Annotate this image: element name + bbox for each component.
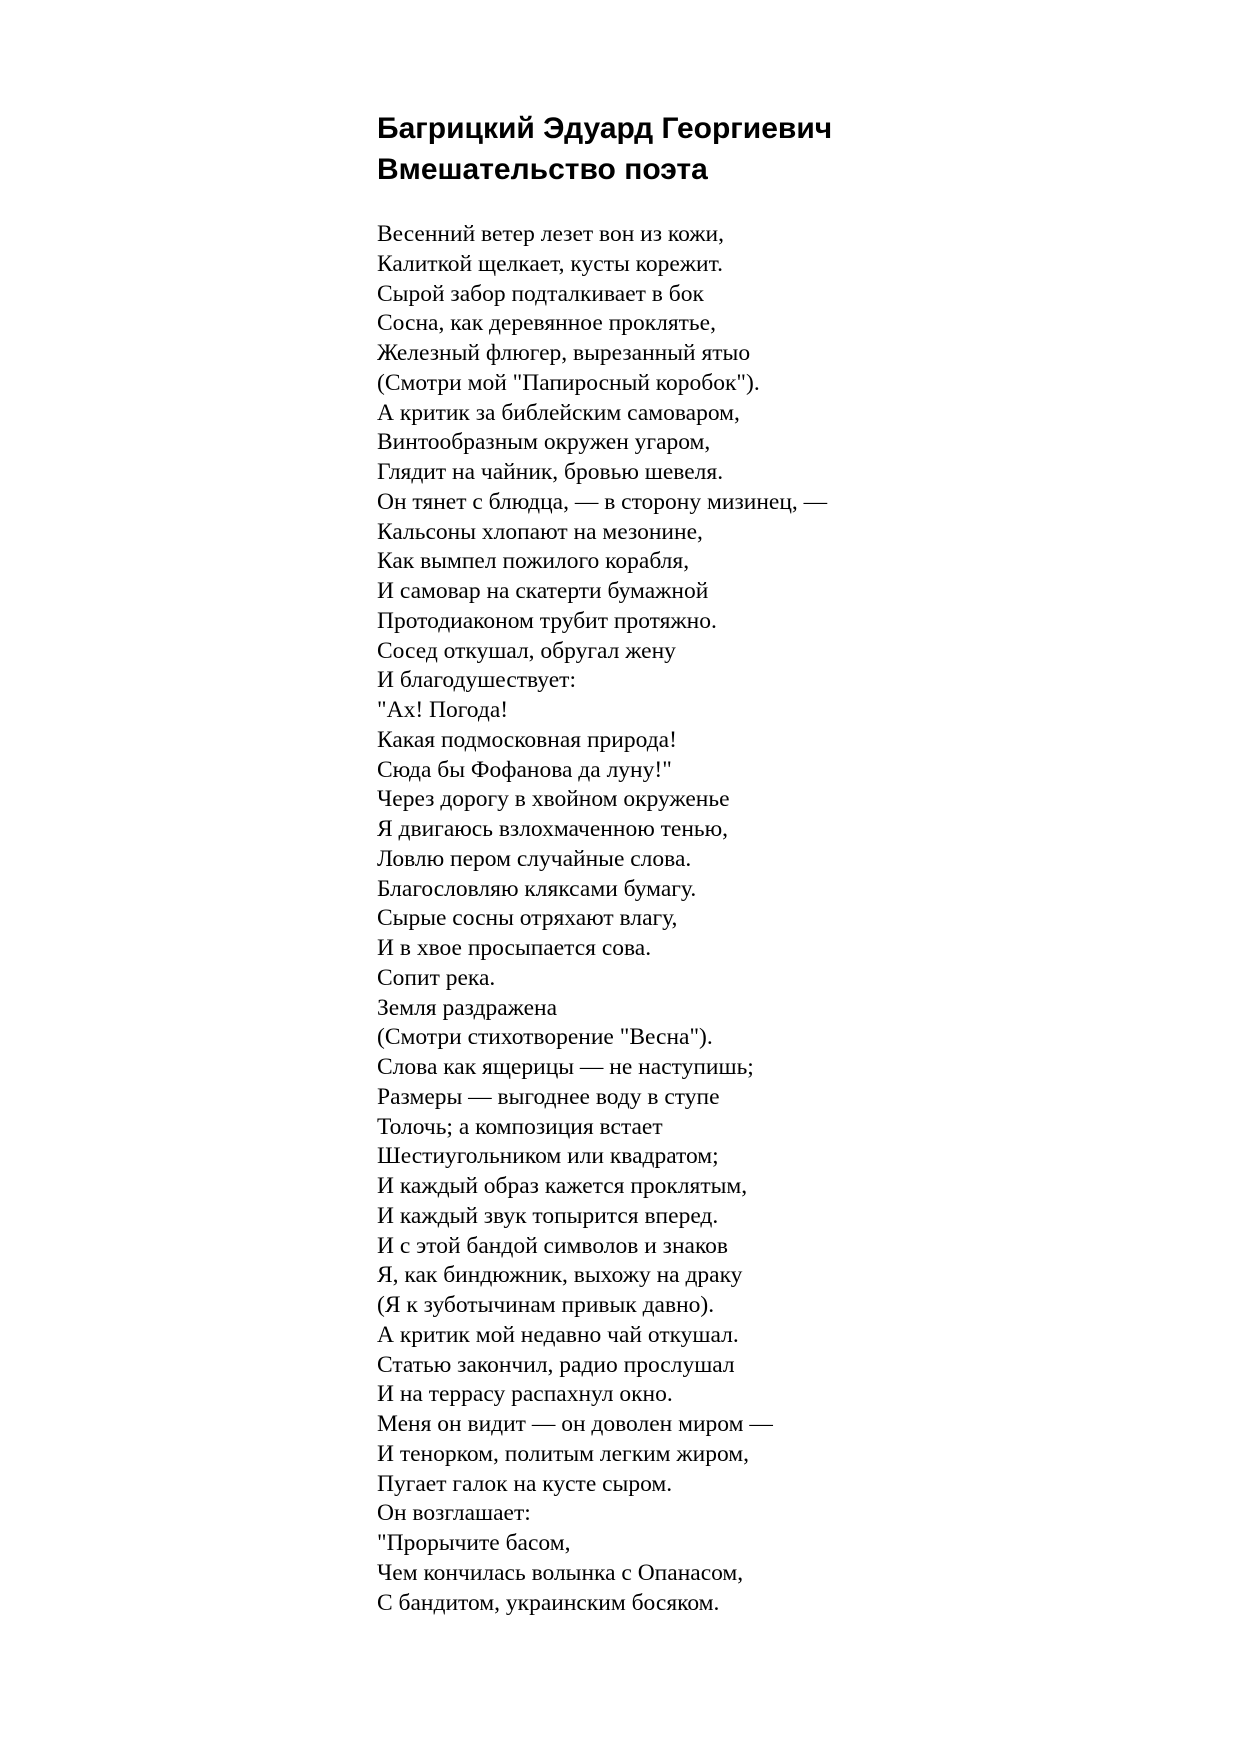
poem-line: Я двигаюсь взлохмаченною тенью, [377,816,729,842]
poem-line: И тенорком, политым легким жиром, [377,1440,750,1467]
poem-line: И каждый образ кажется проклятым, [377,1173,748,1199]
poem-line: И на террасу распахнул окно. [377,1381,673,1408]
poem-line: Сосна, как деревянное проклятье, [377,310,716,337]
poem-line: А критик за библейским самоваром, [377,399,740,426]
poem-line: Меня он видит — он доволен миром — [377,1411,773,1437]
poem-line: Толочь; а композиция встает [377,1113,663,1140]
poem-line: Сырой забор подталкивает в бок [377,280,704,307]
poem-line: "Прорычите басом, [377,1530,571,1556]
poem-line: (Смотри стихотворение "Весна"). [377,1024,713,1051]
poem-line: И благодушествует: [377,667,576,694]
poem-line: Весенний ветер лезет вон из кожи, [377,221,724,247]
poem-line: Я, как биндюжник, выхожу на драку [377,1262,743,1289]
poem-line: Статью закончил, радио прослушал [377,1351,735,1378]
poem-line: А критик мой недавно чай откушал. [377,1321,739,1348]
poem-line: Благословляю кляксами бумагу. [377,875,697,902]
poem-line: Пугает галок на кусте сыром. [377,1470,673,1497]
poem-title: Вмешательство поэта [377,153,708,186]
poem-line: (Я к зуботычинам привык давно). [377,1292,715,1318]
poem-line: И в хвое просыпается сова. [377,935,652,961]
poem-line: И с этой бандой символов и знаков [377,1232,729,1259]
poem-line: Он возглашает: [377,1500,531,1527]
poem-line: С бандитом, украинским босяком. [377,1589,720,1616]
poem-line: Железный флюгер, вырезанный ятыо [377,340,751,366]
poem-line: "Ах! Погода! [377,697,509,723]
poem-line: Глядит на чайник, бровью шевеля. [377,459,724,485]
poem-line: Сырые сосны отряхают влагу, [377,905,678,932]
poem-line: Через дорогу в хвойном окруженье [377,786,730,813]
document-header [377,108,1197,190]
poem-line: (Смотри мой "Папиросный коробок"). [377,369,760,396]
poem-line: Слова как ящерицы — не наступишь; [377,1054,754,1080]
poem-line: Размеры — выгоднее воду в ступе [377,1083,720,1110]
poem-line: Винтообразным окружен угаром, [377,429,711,456]
poem-line: Протодиаконом трубит протяжно. [377,607,717,634]
poem-body [377,220,1197,1618]
poem-line: Сопит река. [377,964,496,991]
poem-line: Как вымпел пожилого корабля, [377,548,690,575]
poem-line: Шестиугольником или квадратом; [377,1143,719,1170]
poem-line: И каждый звук топырится вперед. [377,1202,719,1229]
poem-line: Чем кончилась волынка с Опанасом, [377,1559,744,1586]
poem-line: Ловлю пером случайные слова. [377,845,692,872]
poem-line: Кальсоны хлопают на мезонине, [377,518,703,545]
poem-line: Калиткой щелкает, кусты корежит. [377,250,723,277]
poem-line: Сюда бы Фофанова да луну!" [377,756,672,783]
poem-line: И самовар на скатерти бумажной [377,578,709,604]
poem-line: Какая подмосковная природа! [377,726,677,753]
author-name: Багрицкий Эдуард Георгиевич [377,112,833,145]
poem-line: Сосед откушал, обругал жену [377,637,676,664]
poem-line: Он тянет с блюдца, — в сторону мизинец, — [377,488,828,515]
poem-line: Земля раздражена [377,994,558,1021]
